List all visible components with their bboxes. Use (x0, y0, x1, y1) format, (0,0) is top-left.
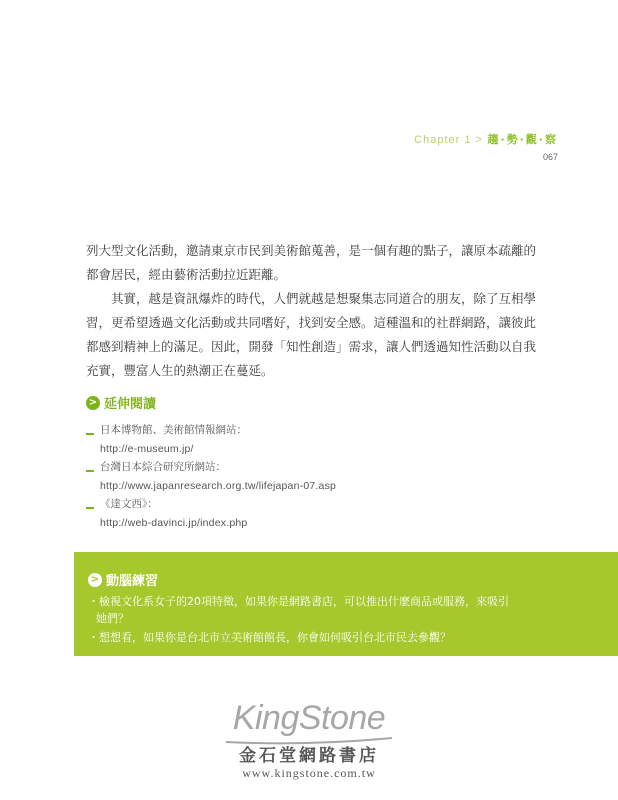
reference-link[interactable]: http://www.japanresearch.org.tw/lifejapan-07.asp (100, 480, 337, 492)
further-reading-section (86, 393, 526, 533)
exercise-title: 動腦練習 (106, 574, 159, 589)
reference-link[interactable]: http://web-davinci.jp/index.php (100, 517, 248, 529)
list-item (86, 422, 526, 459)
arrow-right-icon: > (88, 573, 102, 587)
reference-name: 日本博物館、美術館情報網站： (100, 424, 247, 436)
chapter-header (414, 131, 558, 147)
reference-list (86, 422, 526, 533)
logo-url: www.kingstone.com.tw (242, 766, 376, 780)
paragraph: 其實，越是資訊爆炸的時代，人們就越是想聚集志同道合的朋友，除了互相學習，更希望透過文化活動或共同嗜好，找到安全感。這種溫和的社群網路，讓彼此都感到精神上的滿足。因此，開發「知性創造」需求，讓人們透過知性活動以自我充實，豐富人生的熱潮正在蔓延。 (86, 291, 537, 378)
reference-name: 台灣日本綜合研究所網站： (100, 461, 226, 473)
logo-brand: KingStone (232, 699, 386, 737)
reference-link[interactable]: http://e-museum.jp/ (100, 443, 194, 455)
dash-icon (86, 433, 94, 435)
question-item: ・檢視文化系女子的20項特徵，如果你是網路書店，可以推出什麼商品或服務，來吸引她們？ (88, 595, 509, 625)
further-reading-heading (86, 393, 526, 412)
further-reading-title: 延伸閱讀 (104, 397, 157, 412)
question-item: ・想想看，如果你是台北市立美術館館長，你會如何吸引台北市民去參觀？ (88, 631, 451, 644)
dash-icon (86, 470, 94, 472)
dash-icon (86, 507, 94, 509)
exercise-heading (88, 570, 618, 589)
chapter-label: Chapter 1 > (414, 134, 483, 146)
list-item (86, 459, 526, 496)
reference-name: 《達文西》： (100, 498, 158, 510)
body-text (86, 239, 546, 383)
list-item (86, 496, 526, 533)
arrow-right-icon: > (86, 396, 100, 410)
kingstone-logo (0, 700, 618, 780)
logo-chinese-name: 金石堂網路書店 (239, 746, 379, 766)
page-number: 067 (542, 152, 558, 162)
chapter-title: 趨·勢·觀·察 (487, 133, 558, 146)
swoosh-icon (224, 736, 394, 746)
paragraph: 列大型文化活動，邀請東京市民到美術館蒐善，是一個有趣的點子，讓原本疏離的都會居民，經由藝術活動拉近距離。 (86, 243, 537, 282)
exercise-box (74, 552, 618, 656)
